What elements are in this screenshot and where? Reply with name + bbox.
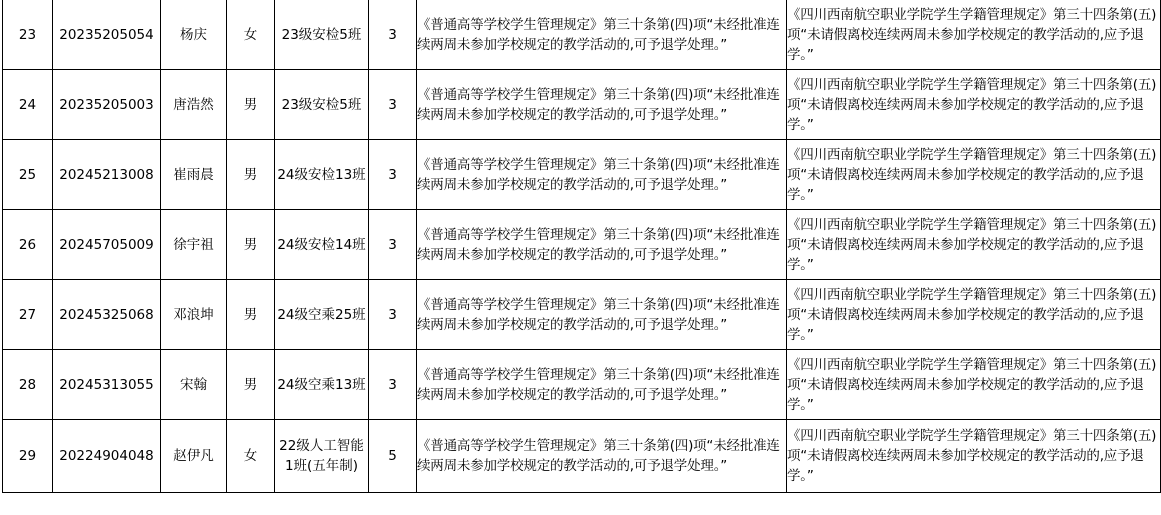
student-class: 24级空乘25班 [275,280,369,350]
student-class: 24级安检13班 [275,140,369,210]
general-regulation-clause: 《普通高等学校学生管理规定》第三十条第(四)项“未经批准连续两周未参加学校规定的教学活动的,可予退学处理。” [417,210,787,280]
student-id: 20245325068 [53,280,161,350]
student-class: 24级安检14班 [275,210,369,280]
student-name: 邓浪坤 [161,280,227,350]
student-id: 20224904048 [53,420,161,493]
school-regulation-clause: 《四川西南航空职业学院学生学籍管理规定》第三十四条第(五)项“未请假离校连续两周未参加学校规定的教学活动的,应予退学。” [787,280,1161,350]
school-regulation-clause: 《四川西南航空职业学院学生学籍管理规定》第三十四条第(五)项“未请假离校连续两周未参加学校规定的教学活动的,应予退学。” [787,210,1161,280]
student-name: 唐浩然 [161,70,227,140]
student-name: 赵伊凡 [161,420,227,493]
row-number: 29 [3,420,53,493]
student-gender: 男 [227,140,275,210]
school-regulation-clause: 《四川西南航空职业学院学生学籍管理规定》第三十四条第(五)项“未请假离校连续两周未参加学校规定的教学活动的,应予退学。” [787,140,1161,210]
dropout-student-table [2,0,1161,493]
absence-count: 5 [369,420,417,493]
row-number: 25 [3,140,53,210]
student-gender: 男 [227,210,275,280]
absence-count: 3 [369,350,417,420]
student-gender: 男 [227,70,275,140]
table-row [3,210,1161,280]
student-name: 徐宇祖 [161,210,227,280]
row-number: 27 [3,280,53,350]
absence-count: 3 [369,210,417,280]
student-id: 20245705009 [53,210,161,280]
school-regulation-clause: 《四川西南航空职业学院学生学籍管理规定》第三十四条第(五)项“未请假离校连续两周未参加学校规定的教学活动的,应予退学。” [787,350,1161,420]
student-id: 20235205054 [53,0,161,70]
school-regulation-clause: 《四川西南航空职业学院学生学籍管理规定》第三十四条第(五)项“未请假离校连续两周未参加学校规定的教学活动的,应予退学。” [787,420,1161,493]
table-row [3,350,1161,420]
student-id: 20235205003 [53,70,161,140]
student-gender: 女 [227,420,275,493]
student-name: 杨庆 [161,0,227,70]
table-row [3,140,1161,210]
absence-count: 3 [369,0,417,70]
general-regulation-clause: 《普通高等学校学生管理规定》第三十条第(四)项“未经批准连续两周未参加学校规定的教学活动的,可予退学处理。” [417,420,787,493]
school-regulation-clause: 《四川西南航空职业学院学生学籍管理规定》第三十四条第(五)项“未请假离校连续两周未参加学校规定的教学活动的,应予退学。” [787,0,1161,70]
student-class: 23级安检5班 [275,70,369,140]
student-name: 宋翰 [161,350,227,420]
absence-count: 3 [369,280,417,350]
general-regulation-clause: 《普通高等学校学生管理规定》第三十条第(四)项“未经批准连续两周未参加学校规定的教学活动的,可予退学处理。” [417,350,787,420]
table-row [3,70,1161,140]
student-id: 20245213008 [53,140,161,210]
student-name: 崔雨晨 [161,140,227,210]
student-id: 20245313055 [53,350,161,420]
absence-count: 3 [369,70,417,140]
row-number: 26 [3,210,53,280]
general-regulation-clause: 《普通高等学校学生管理规定》第三十条第(四)项“未经批准连续两周未参加学校规定的教学活动的,可予退学处理。” [417,280,787,350]
table-row [3,0,1161,70]
student-gender: 女 [227,0,275,70]
student-class: 23级安检5班 [275,0,369,70]
absence-count: 3 [369,140,417,210]
school-regulation-clause: 《四川西南航空职业学院学生学籍管理规定》第三十四条第(五)项“未请假离校连续两周未参加学校规定的教学活动的,应予退学。” [787,70,1161,140]
table-row [3,420,1161,493]
general-regulation-clause: 《普通高等学校学生管理规定》第三十条第(四)项“未经批准连续两周未参加学校规定的教学活动的,可予退学处理。” [417,0,787,70]
student-gender: 男 [227,350,275,420]
student-class: 24级空乘13班 [275,350,369,420]
table-row [3,280,1161,350]
row-number: 23 [3,0,53,70]
row-number: 28 [3,350,53,420]
general-regulation-clause: 《普通高等学校学生管理规定》第三十条第(四)项“未经批准连续两周未参加学校规定的教学活动的,可予退学处理。” [417,70,787,140]
student-class: 22级人工智能1班(五年制) [275,420,369,493]
student-gender: 男 [227,280,275,350]
row-number: 24 [3,70,53,140]
general-regulation-clause: 《普通高等学校学生管理规定》第三十条第(四)项“未经批准连续两周未参加学校规定的教学活动的,可予退学处理。” [417,140,787,210]
